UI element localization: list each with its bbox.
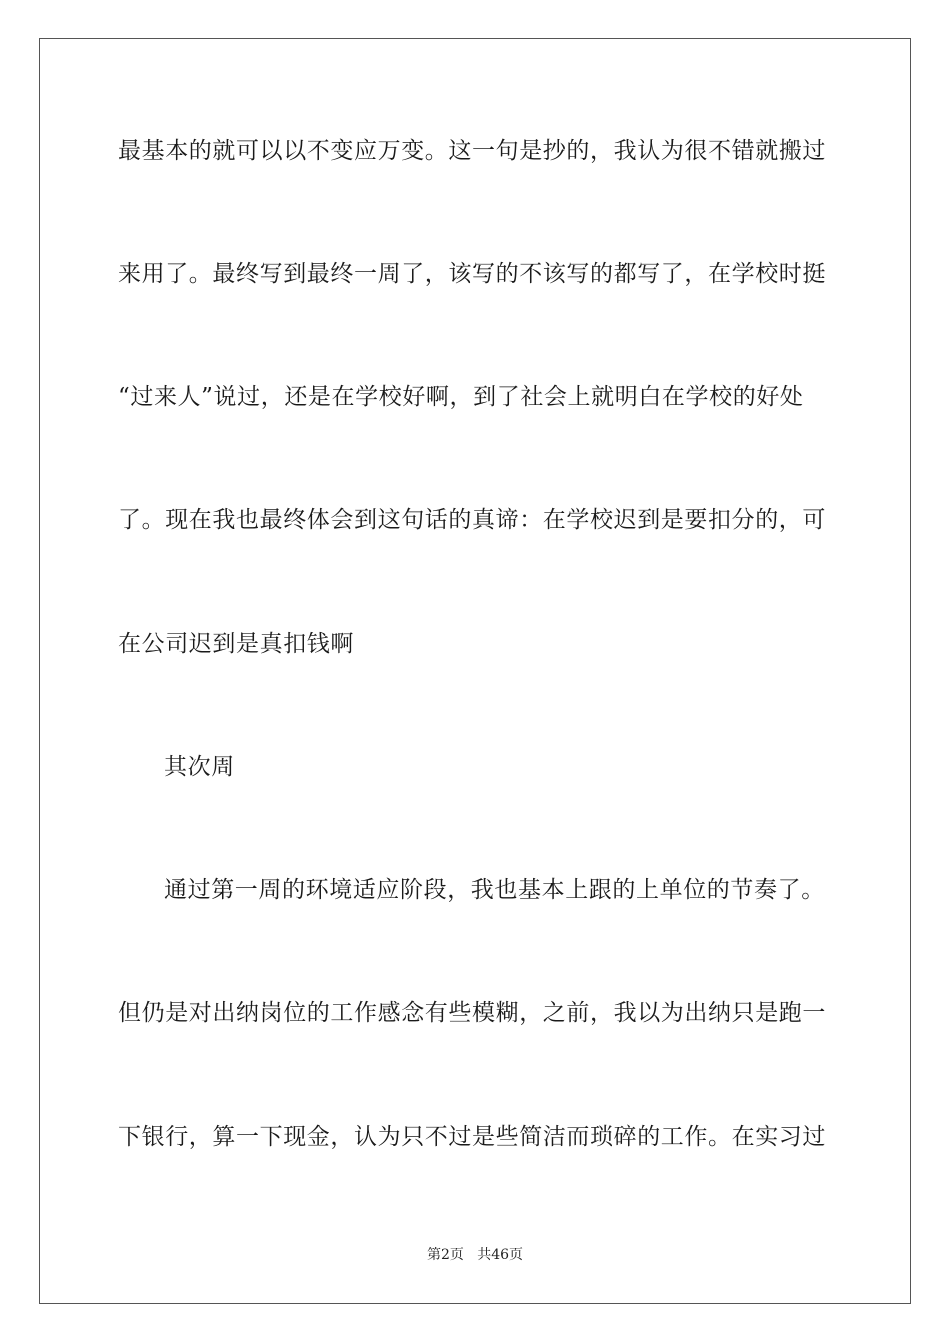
page-border — [39, 38, 911, 1304]
body-text-line-8: 下银行，算一下现金，认为只不过是些简洁而琐碎的工作。在实习过 — [118, 1124, 826, 1150]
body-text-line-5: 在公司迟到是真扣钱啊 — [118, 631, 354, 657]
body-text-line-4: 了。现在我也最终体会到这句话的真谛：在学校迟到是要扣分的，可 — [118, 507, 826, 533]
body-text-line-3: “过来人”说过，还是在学校好啊，到了社会上就明白在学校的好处 — [118, 384, 804, 410]
body-text-line-1: 最基本的就可以以不变应万变。这一句是抄的，我认为很不错就搬过 — [118, 138, 826, 164]
body-text-line-6: 通过第一周的环境适应阶段，我也基本上跟的上单位的节奏了。 — [164, 877, 825, 903]
body-text-line-2: 来用了。最终写到最终一周了，该写的不该写的都写了，在学校时挺 — [118, 261, 826, 287]
body-text-line-7: 但仍是对出纳岗位的工作感念有些模糊，之前，我以为出纳只是跑一 — [118, 1000, 826, 1026]
section-heading: 其次周 — [164, 754, 235, 780]
page-number-footer: 第2页 共46页 — [426, 1247, 524, 1263]
